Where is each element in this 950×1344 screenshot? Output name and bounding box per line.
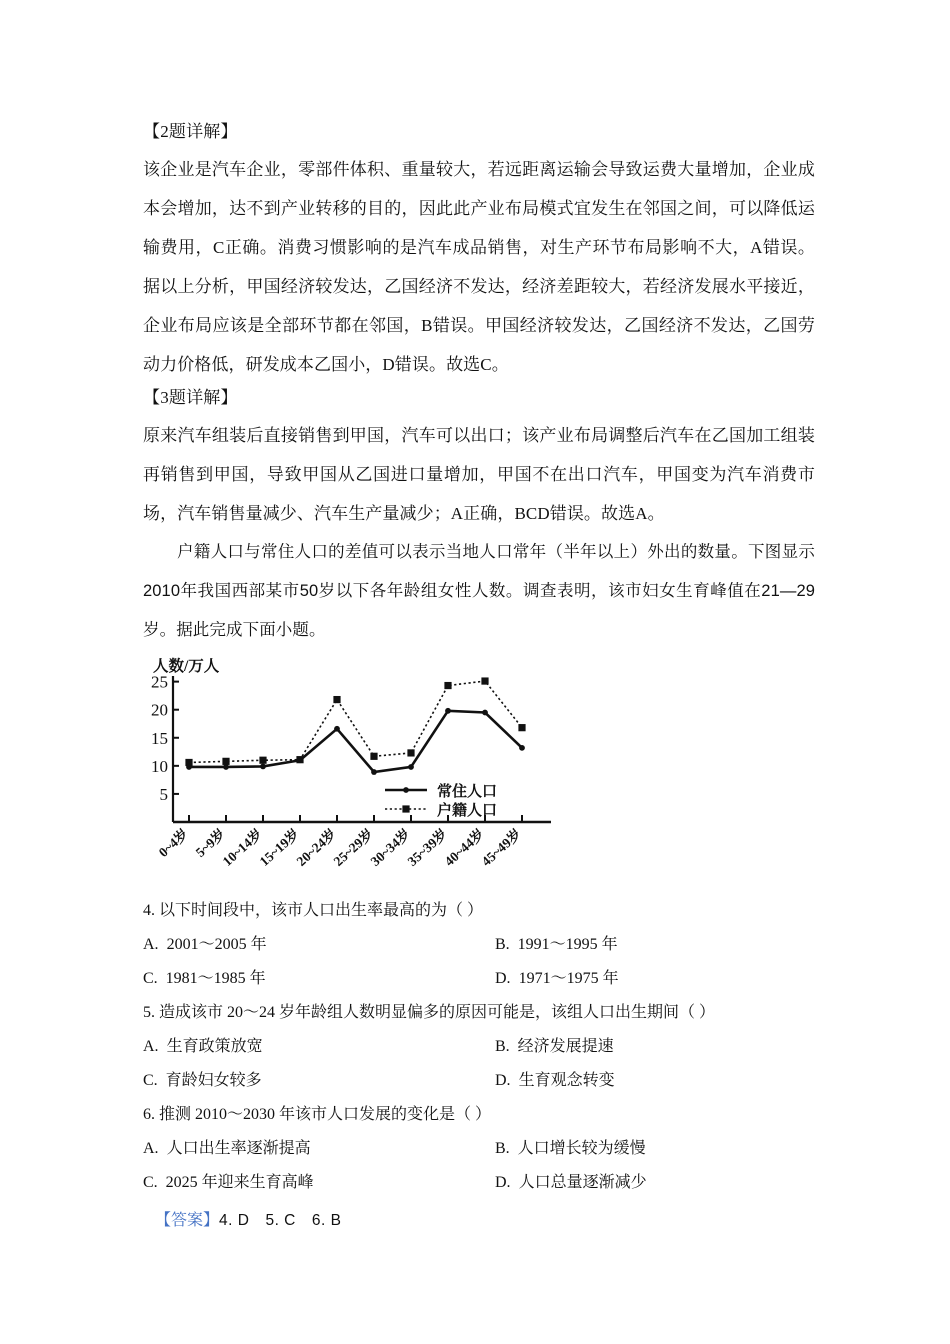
chart-y-ticks xyxy=(151,673,179,804)
question-4-option-a[interactable] xyxy=(143,928,479,962)
question-5-number: 5. xyxy=(143,1004,155,1021)
svg-text:20: 20 xyxy=(151,700,168,720)
option-text: 2025 年迎来生育高峰 xyxy=(165,1174,314,1191)
option-text: 1991～1995 年 xyxy=(517,936,618,953)
option-text: 1971～1975 年 xyxy=(518,970,619,987)
option-label: B. xyxy=(495,936,510,953)
svg-text:10: 10 xyxy=(151,756,168,776)
option-text: 人口增长较为缓慢 xyxy=(517,1140,646,1157)
svg-text:15: 15 xyxy=(151,728,168,748)
chart-legend xyxy=(385,782,497,819)
svg-text:5~9岁: 5~9岁 xyxy=(192,826,229,861)
chart-x-labels xyxy=(155,825,524,869)
question-5-stem xyxy=(143,996,815,1030)
question-4-number: 4. xyxy=(143,902,155,919)
answer-line xyxy=(143,1204,815,1238)
question-6-option-a[interactable] xyxy=(143,1132,479,1166)
option-text: 生育政策放宽 xyxy=(166,1038,263,1055)
section-heading-3: 【3题详解】 xyxy=(143,388,238,407)
svg-text:25~29岁: 25~29岁 xyxy=(330,826,377,870)
option-text: 1981～1985 年 xyxy=(165,970,266,987)
question-6-stem xyxy=(143,1098,815,1132)
svg-text:40~44岁: 40~44岁 xyxy=(441,826,488,870)
option-label: A. xyxy=(143,1038,159,1055)
answer-body: 4. D 5. C 6. B xyxy=(219,1212,342,1229)
question-4-options-row-2 xyxy=(143,962,815,996)
option-text: 育龄妇女较多 xyxy=(165,1072,262,1089)
question-4-option-c[interactable] xyxy=(143,962,479,996)
svg-text:户籍人口: 户籍人口 xyxy=(437,803,498,819)
option-text: 人口出生率逐渐提高 xyxy=(166,1140,311,1157)
question-5-text: 造成该市 20～24 岁年龄组人数明显偏多的原因可能是，该组人口出生期间（ ） xyxy=(159,1004,716,1021)
chart-axes xyxy=(173,676,551,822)
question-5 xyxy=(143,996,815,1098)
section-paragraph-2: 该企业是汽车企业，零部件体积、重量较大，若远距离运输会导致运费大量增加，企业成本会增加，达不到产业转移的目的，因此此产业布局模式宜发生在邻国之间，可以降低运输费用，C正确。消费习惯影响的是汽车成品销售，对生产环节布局影响不大，A错误。据以上分析，甲国经济较发达，乙国经济不发达，经济差距较大，若经济发展水平接近，企业布局应该是全部环节都在邻国，B错误。甲国经济较发达，乙国经济不发达，乙国劳动力价格低，研发成本乙国小，D错误。故选C。 xyxy=(143,160,815,374)
option-label: C. xyxy=(143,970,158,987)
svg-text:0~4岁: 0~4岁 xyxy=(155,826,192,861)
document-content xyxy=(143,118,815,1254)
question-5-option-d[interactable] xyxy=(479,1064,815,1098)
question-6-option-c[interactable] xyxy=(143,1166,479,1200)
option-text: 生育观念转变 xyxy=(518,1072,615,1089)
question-6-options-row-2 xyxy=(143,1166,815,1200)
option-label: C. xyxy=(143,1072,158,1089)
question-5-options-row-1 xyxy=(143,1030,815,1064)
chart-y-axis-title: 人数/万人 xyxy=(153,658,220,675)
option-label: C. xyxy=(143,1174,158,1191)
question-6-option-d[interactable] xyxy=(479,1166,815,1200)
option-label: D. xyxy=(495,1174,511,1191)
question-5-option-a[interactable] xyxy=(143,1030,479,1064)
svg-text:30~34岁: 30~34岁 xyxy=(367,826,414,870)
answer-tag: 【答案】 xyxy=(155,1212,220,1229)
question-4-option-b[interactable] xyxy=(479,928,815,962)
question-6 xyxy=(143,1098,815,1200)
population-line-chart xyxy=(147,654,577,886)
option-label: B. xyxy=(495,1038,510,1055)
svg-text:常住人口: 常住人口 xyxy=(437,784,498,800)
question-6-options-row-1 xyxy=(143,1132,815,1166)
question-6-number: 6. xyxy=(143,1106,155,1123)
question-4 xyxy=(143,894,815,996)
svg-text:45~49岁: 45~49岁 xyxy=(478,826,525,870)
option-label: A. xyxy=(143,1140,159,1157)
option-text: 2001～2005 年 xyxy=(166,936,267,953)
svg-text:10~14岁: 10~14岁 xyxy=(219,826,266,870)
option-label: B. xyxy=(495,1140,510,1157)
chart-svg xyxy=(147,654,577,886)
question-4-option-d[interactable] xyxy=(479,962,815,996)
material-paragraph: 户籍人口与常住人口的差值可以表示当地人口常年（半年以上）外出的数量。下图显示2010年我国西部某市50岁以下各年龄组女性人数。调查表明，该市妇女生育峰值在21—29岁。据此完成下面小题。 xyxy=(143,543,815,639)
option-label: D. xyxy=(495,970,511,987)
question-5-options-row-2 xyxy=(143,1064,815,1098)
svg-text:25: 25 xyxy=(151,672,168,692)
svg-text:15~19岁: 15~19岁 xyxy=(256,826,303,870)
question-4-options-row-1 xyxy=(143,928,815,962)
option-label: D. xyxy=(495,1072,511,1089)
section-heading-2: 【2题详解】 xyxy=(143,122,238,141)
question-6-text: 推测 2010～2030 年该市人口发展的变化是（ ） xyxy=(159,1106,492,1123)
option-text: 人口总量逐渐减少 xyxy=(518,1174,647,1191)
question-4-text: 以下时间段中，该市人口出生率最高的为（ ） xyxy=(159,902,484,919)
svg-text:20~24岁: 20~24岁 xyxy=(293,826,340,870)
question-4-stem xyxy=(143,894,815,928)
question-5-option-c[interactable] xyxy=(143,1064,479,1098)
option-text: 经济发展提速 xyxy=(517,1038,614,1055)
question-6-option-b[interactable] xyxy=(479,1132,815,1166)
svg-text:5: 5 xyxy=(159,784,168,804)
option-label: A. xyxy=(143,936,159,953)
question-5-option-b[interactable] xyxy=(479,1030,815,1064)
section-paragraph-3: 原来汽车组装后直接销售到甲国，汽车可以出口；该产业布局调整后汽车在乙国加工组装再销售到甲国，导致甲国从乙国进口量增加，甲国不在出口汽车，甲国变为汽车消费市场，汽车销售量减少、汽车生产量减少；A正确，BCD错误。故选A。 xyxy=(143,426,815,523)
chart-series xyxy=(185,677,525,774)
svg-text:35~39岁: 35~39岁 xyxy=(404,826,451,870)
